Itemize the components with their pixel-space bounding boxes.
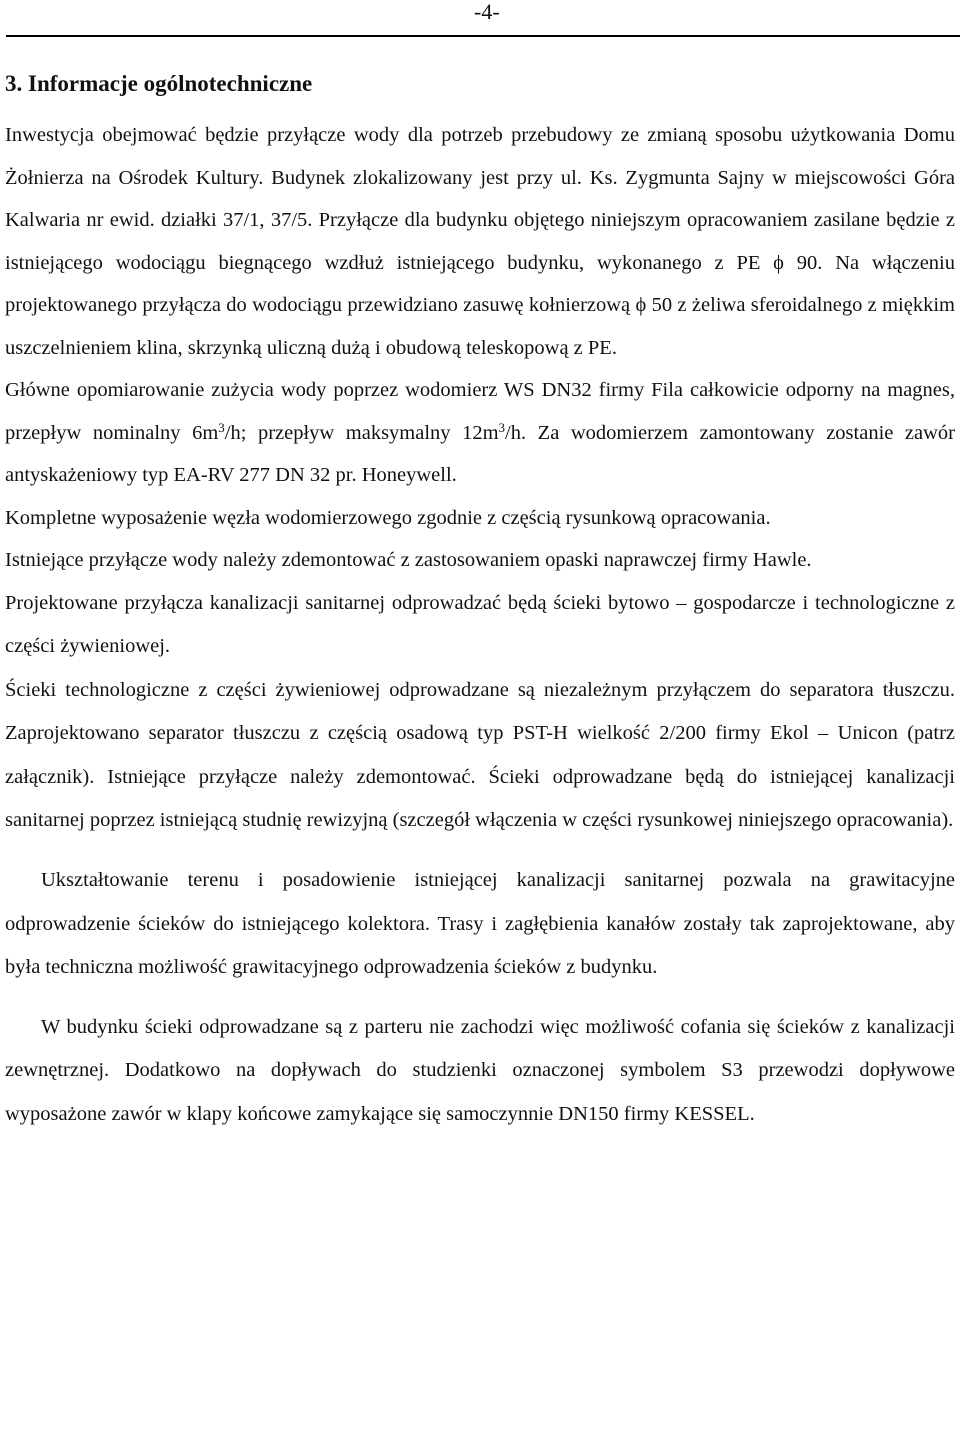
superscript-3: 3 xyxy=(218,419,225,435)
paragraph-equipment: Kompletne wyposażenie węzła wodomierzowego zgodnie z częścią rysunkową opracowania. xyxy=(5,506,771,529)
paragraph-sewage-connection: Projektowane przyłącza kanalizacji sanitarnej odprowadzać będą ścieki bytowo – gospodarcze i technologiczne z części żywieniowej. xyxy=(5,591,955,658)
paragraph-investment xyxy=(5,114,955,369)
paragraph-metering-text-b: /h; przepływ maksymalny 12m xyxy=(224,421,499,444)
paragraph-metering-text-c: /h. Za wodomierzem zamontowany zostanie zawór antyskażeniowy typ EA-RV 277 DN 32 pr. Honeywell. xyxy=(5,421,955,486)
document-body xyxy=(5,62,955,1137)
paragraph-grease-separator: Ścieki technologiczne z części żywieniowej odprowadzane są niezależnym przyłączem do separatora tłuszczu. Zaprojektowano separator tłuszczu z częścią osadową typ PST-H wielkość 2/200 firmy Ekol – Unicon (patrz załącznik). Istniejące przyłącze należy zdemontować. Ścieki odprowadzane będą do istniejącej kanalizacji sanitarnej poprzez istniejącą studnię rewizyjną (szczegół włączenia w części rysunkowej niniejszego opracowania). xyxy=(5,678,955,832)
paragraph-dismantle: Istniejące przyłącze wody należy zdemontować z zastosowaniem opaski naprawczej firmy Hawle. xyxy=(5,549,812,571)
phi-symbol: ϕ xyxy=(635,294,647,316)
page-number: -4- xyxy=(474,0,500,24)
paragraph-backflow: W budynku ścieki odprowadzane są z parteru nie zachodzi więc możliwość cofania się ścieków z kanalizacji zewnętrznej. Dodatkowo na dopływach do studzienki oznaczonej symbolem S3 przewodzi dopływowe wyposażone zawór w klapy końcowe zamykające się samoczynnie DN150 firmy KESSEL. xyxy=(5,1015,955,1126)
header-rule xyxy=(6,35,960,37)
paragraph-terrain: Ukształtowanie terenu i posadowienie istniejącej kanalizacji sanitarnej pozwala na grawitacyjne odprowadzenie ścieków do istniejącego kolektora. Trasy i zagłębienia kanałów zostały tak zaprojektowane, aby była techniczna możliwość grawitacyjnego odprowadzenia ścieków z budynku. xyxy=(5,869,955,979)
paragraph-metering-text-a: Główne opomiarowanie zużycia wody poprzez wodomierz WS DN32 firmy Fila całkowicie odporny na magnes, przepływ nominalny 6m xyxy=(5,379,955,444)
paragraph-metering xyxy=(5,369,955,497)
paragraph-investment-text-c: 50 z żeliwa sferoidalnego z miękkim uszczelnieniem klina, skrzynką uliczną dużą i obudową teleskopową z PE. xyxy=(5,294,955,359)
phi-symbol: ϕ xyxy=(773,251,784,274)
section-title: 3. Informacje ogólnotechniczne xyxy=(5,71,313,96)
superscript-3: 3 xyxy=(498,419,506,435)
paragraph-investment-text-b: 90. Na włączeniu projektowanego przyłącza do wodociągu przewidziano zasuwę kołnierzową xyxy=(5,251,955,316)
paragraph-investment-text-a: Inwestycja obejmować będzie przyłącze wody dla potrzeb przebudowy ze zmianą sposobu użytkowania Domu Żołnierza na Ośrodek Kultury. Budynek zlokalizowany jest przy ul. Ks. Zygmunta Sajny w miejscowości Góra Kalwaria nr ewid. działki 37/1, 37/5. Przyłącze dla budynku objętego niniejszym opracowaniem zasilane będzie z istniejącego wodociągu biegnącego wzdłuż istniejącego budynku, wykonanego z PE xyxy=(5,124,955,274)
